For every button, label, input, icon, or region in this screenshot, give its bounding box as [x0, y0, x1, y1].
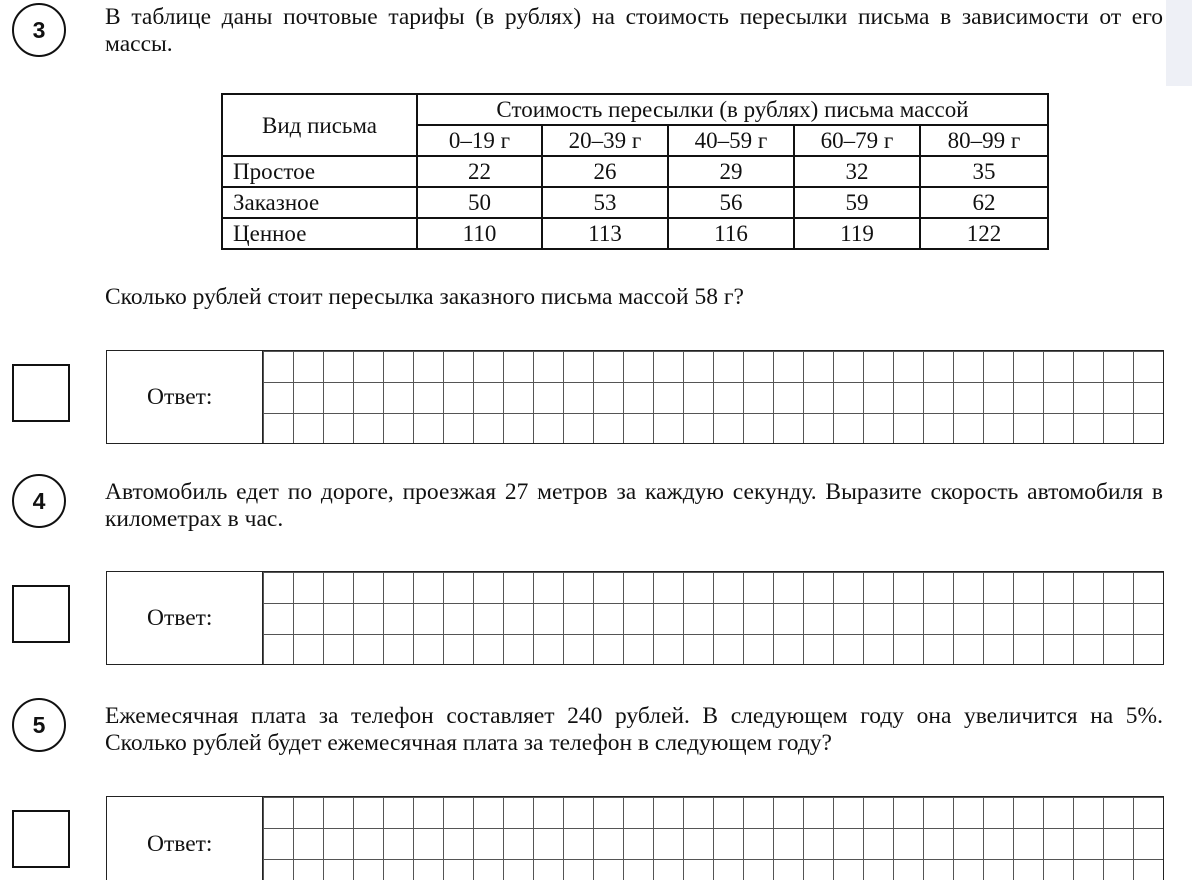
table-row [222, 218, 1048, 249]
task-5-text: Ежемесячная плата за телефон составляет 240 рублей. В следующем году она увеличится на 5%. Сколько рублей будет ежемесячная плата за телефон в следующем году? [105, 703, 1163, 756]
table-cell: 26 [542, 156, 668, 187]
answer-label: Ответ: [147, 604, 213, 631]
task-4-answer-box [106, 571, 1164, 665]
task-4-answer-grid[interactable] [262, 572, 1163, 664]
table-cell: 59 [794, 187, 920, 218]
task-3-answer-grid[interactable] [262, 351, 1163, 443]
answer-label: Ответ: [147, 830, 213, 857]
task-3-question: Сколько рублей стоит пересылка заказного письма массой 58 г? [105, 284, 744, 310]
table-cell: 22 [417, 156, 542, 187]
table-column-header: 60–79 г [794, 125, 920, 156]
table-cell: 56 [668, 187, 794, 218]
table-cell: 116 [668, 218, 794, 249]
task-3-answer-box [106, 350, 1164, 444]
answer-label: Ответ: [147, 383, 213, 410]
table-column-header: 20–39 г [542, 125, 668, 156]
table-cell: 29 [668, 156, 794, 187]
table-row [222, 187, 1048, 218]
postal-tariffs-table [221, 93, 1049, 250]
task-3-text: В таблице даны почтовые тарифы (в рублях) на стоимость пересылки письма в зависимости от его массы. [105, 4, 1163, 57]
table-cell: 119 [794, 218, 920, 249]
table-column-header: 40–59 г [668, 125, 794, 156]
table-row [222, 156, 1048, 187]
table-cell: 122 [920, 218, 1048, 249]
task-number-4: 4 [12, 474, 66, 528]
table-row-label: Заказное [222, 187, 417, 218]
table-cell: 53 [542, 187, 668, 218]
table-header-letter-type: Вид письма [222, 94, 417, 156]
table-cell: 32 [794, 156, 920, 187]
side-panel-tab [1166, 0, 1192, 86]
table-cell: 50 [417, 187, 542, 218]
table-cell: 62 [920, 187, 1048, 218]
table-column-header: 80–99 г [920, 125, 1048, 156]
table-column-header: 0–19 г [417, 125, 542, 156]
table-header-cost-group: Стоимость пересылки (в рублях) письма массой [417, 94, 1048, 125]
task-5-checkbox[interactable] [12, 810, 70, 868]
table-row-label: Ценное [222, 218, 417, 249]
task-number-3: 3 [12, 3, 66, 57]
table-cell: 113 [542, 218, 668, 249]
table-row-label: Простое [222, 156, 417, 187]
task-5-answer-box [106, 796, 1164, 880]
task-5-answer-grid[interactable] [262, 797, 1163, 880]
table-cell: 35 [920, 156, 1048, 187]
task-4-text: Автомобиль едет по дороге, проезжая 27 метров за каждую секунду. Выразите скорость автомобиля в километрах в час. [105, 479, 1163, 532]
table-cell: 110 [417, 218, 542, 249]
task-number-5: 5 [12, 698, 66, 752]
task-3-checkbox[interactable] [12, 364, 70, 422]
task-4-checkbox[interactable] [12, 585, 70, 643]
